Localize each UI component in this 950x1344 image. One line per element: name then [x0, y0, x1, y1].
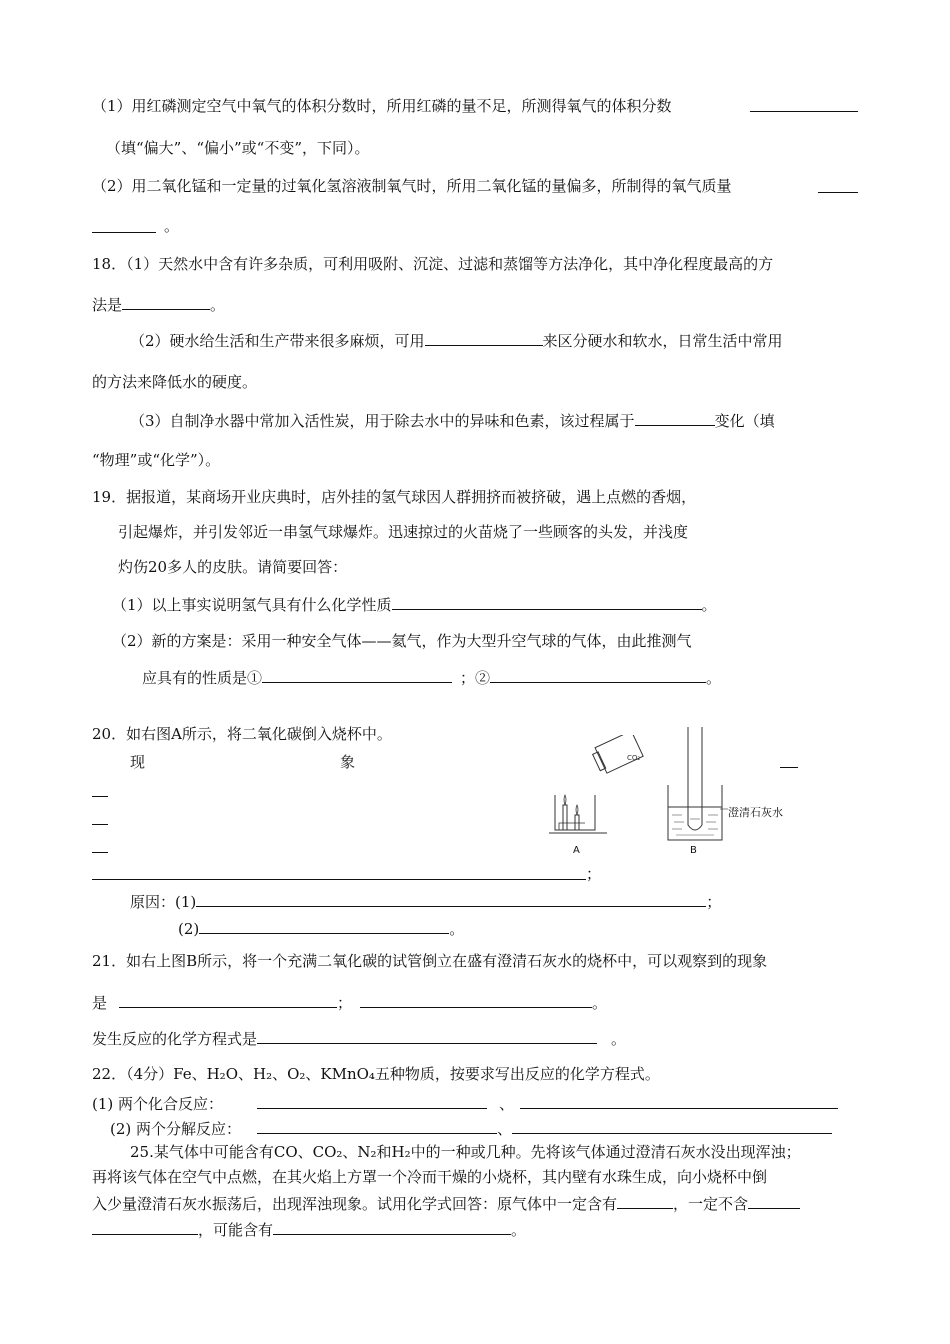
q20-semicolon: ；: [586, 865, 602, 883]
q21-blank-1[interactable]: [119, 992, 337, 1008]
q25-line1: 25.某气体中可能含有CO、CO₂、N₂和H₂中的一种或几种。先将该气体通过澄清石灰水没出现浑浊；: [130, 1143, 801, 1161]
q19-line1: 19．据报道，某商场开业庆典时，店外挂的氢气球因人群拥挤而被挤破，遇上点燃的香烟，: [92, 488, 697, 506]
q25-blank-3[interactable]: [273, 1219, 511, 1235]
q25-line2: 再将该气体在空气中点燃，在其火焰上方罩一个冷而干燥的小烧杯，其内壁有水珠生成，向小烧杯中倒: [92, 1168, 768, 1186]
q25-blank-2b[interactable]: [92, 1219, 198, 1235]
q18-blank-2[interactable]: [425, 330, 543, 346]
q18-part1-answer: 法是 。: [92, 296, 226, 314]
q22-intro: 22．（4分）Fe、H₂O、H₂、O₂、KMnO₄五种物质，按要求写出反应的化学方程式。: [92, 1065, 660, 1083]
q17-part1: （1）用红磷测定空气中氧气的体积分数时，所用红磷的量不足，所测得氧气的体积分数: [92, 97, 672, 115]
q25-line3: 入少量澄清石灰水振荡后，出现浑浊现象。试用化学式回答：原气体中一定含有 ，一定不含: [92, 1193, 800, 1214]
q20-blank-short-3[interactable]: [92, 852, 108, 853]
q20-label-xiang: 象: [340, 753, 356, 771]
q18-part1: 18．（1）天然水中含有许多杂质，可利用吸附、沉淀、过滤和蒸馏等方法净化，其中净化程度最高的方: [92, 255, 774, 273]
q22-blank-2a[interactable]: [257, 1118, 497, 1134]
q18-part2: （2）硬水给生活和生产带来很多麻烦，可用 来区分硬水和软水，日常生活中常用: [130, 332, 783, 350]
figure-a-label: A: [573, 845, 580, 856]
q17-blank-1[interactable]: [750, 111, 858, 112]
q22-blank-2b[interactable]: [512, 1118, 832, 1134]
q21-part1: 21．如右上图B所示，将一个充满二氧化碳的试管倒立在盛有澄清石灰水的烧杯中，可以观察到的现象: [92, 952, 768, 970]
q25-blank-1[interactable]: [617, 1193, 673, 1209]
q20-intro: 20．如右图A所示，将二氧化碳倒入烧杯中。: [92, 725, 392, 743]
q19-part1: （1）以上事实说明氢气具有什么化学性质 。: [112, 596, 717, 614]
q19-part2: （2）新的方案是：采用一种安全气体——氦气，作为大型升空气球的气体，由此推测气: [112, 632, 692, 650]
figure-b: [660, 725, 790, 860]
figure-b-label: B: [690, 845, 697, 856]
q21-blank-3[interactable]: [257, 1028, 597, 1044]
q18-part2-cont: 的方法来降低水的硬度。: [92, 373, 258, 391]
q18-blank-3[interactable]: [635, 410, 715, 426]
q20-blank-short-1[interactable]: [92, 796, 108, 797]
limewater-label: 澄清石灰水: [728, 806, 783, 819]
q20-reason2: (2) 。: [178, 920, 465, 938]
q20-blank-short-2[interactable]: [92, 824, 108, 825]
q22-part2: (2) 两个分解反应： 、: [110, 1118, 832, 1139]
q20-blank-reason2[interactable]: [199, 918, 449, 934]
q19-blank-2b[interactable]: [490, 667, 706, 683]
q17-blank-2b[interactable]: [92, 232, 156, 233]
q19-blank-2a[interactable]: [262, 667, 452, 683]
q19-blank-1[interactable]: [392, 594, 702, 610]
figure-a-drawing: [545, 735, 655, 860]
q17-blank-2a[interactable]: [818, 192, 858, 193]
q20-label-xian: 现: [130, 753, 146, 771]
q19-part2-answer: 应具有的性质是① ；② 。: [142, 669, 722, 687]
q18-part3-cont: “物理”或“化学”）。: [92, 451, 221, 469]
q25-line4: ，可能含有 。: [92, 1219, 526, 1240]
q19-line3: 灼伤20多人的皮肤。请简要回答：: [118, 558, 348, 576]
q21-blank-2[interactable]: [360, 992, 592, 1008]
q22-blank-1b[interactable]: [520, 1093, 838, 1109]
q20-blank-long[interactable]: [92, 879, 586, 880]
q20-reason1: 原因：(1) ；: [130, 893, 722, 911]
q21-part3: 发生反应的化学方程式是 。: [92, 1030, 627, 1048]
q25-blank-2a[interactable]: [748, 1193, 800, 1209]
co2-label: CO₂: [627, 754, 641, 762]
q18-blank-1[interactable]: [122, 294, 210, 310]
q19-line2: 引起爆炸，并引发邻近一串氢气球爆炸。迅速掠过的火苗烧了一些顾客的头发，并浅度: [118, 523, 689, 541]
q20-blank-reason1[interactable]: [196, 891, 706, 907]
figure-a: [545, 735, 655, 860]
q21-part2: 是 ； 。: [92, 994, 608, 1012]
q17-part1-note: （填“偏大”、“偏小”或“不变”，下同）。: [106, 139, 370, 157]
q22-blank-1a[interactable]: [257, 1093, 487, 1109]
q17-part2: （2）用二氧化锰和一定量的过氧化氢溶液制氧气时，所用二氧化锰的量偏多，所制得的氧气质量: [92, 177, 732, 195]
q17-part2-end: 。: [164, 217, 180, 235]
q22-part1: (1) 两个化合反应： 、: [92, 1093, 838, 1114]
figure-b-drawing: [660, 725, 790, 860]
q18-part3: （3）自制净水器中常加入活性炭，用于除去水中的异味和色素，该过程属于 变化（填: [130, 412, 775, 430]
